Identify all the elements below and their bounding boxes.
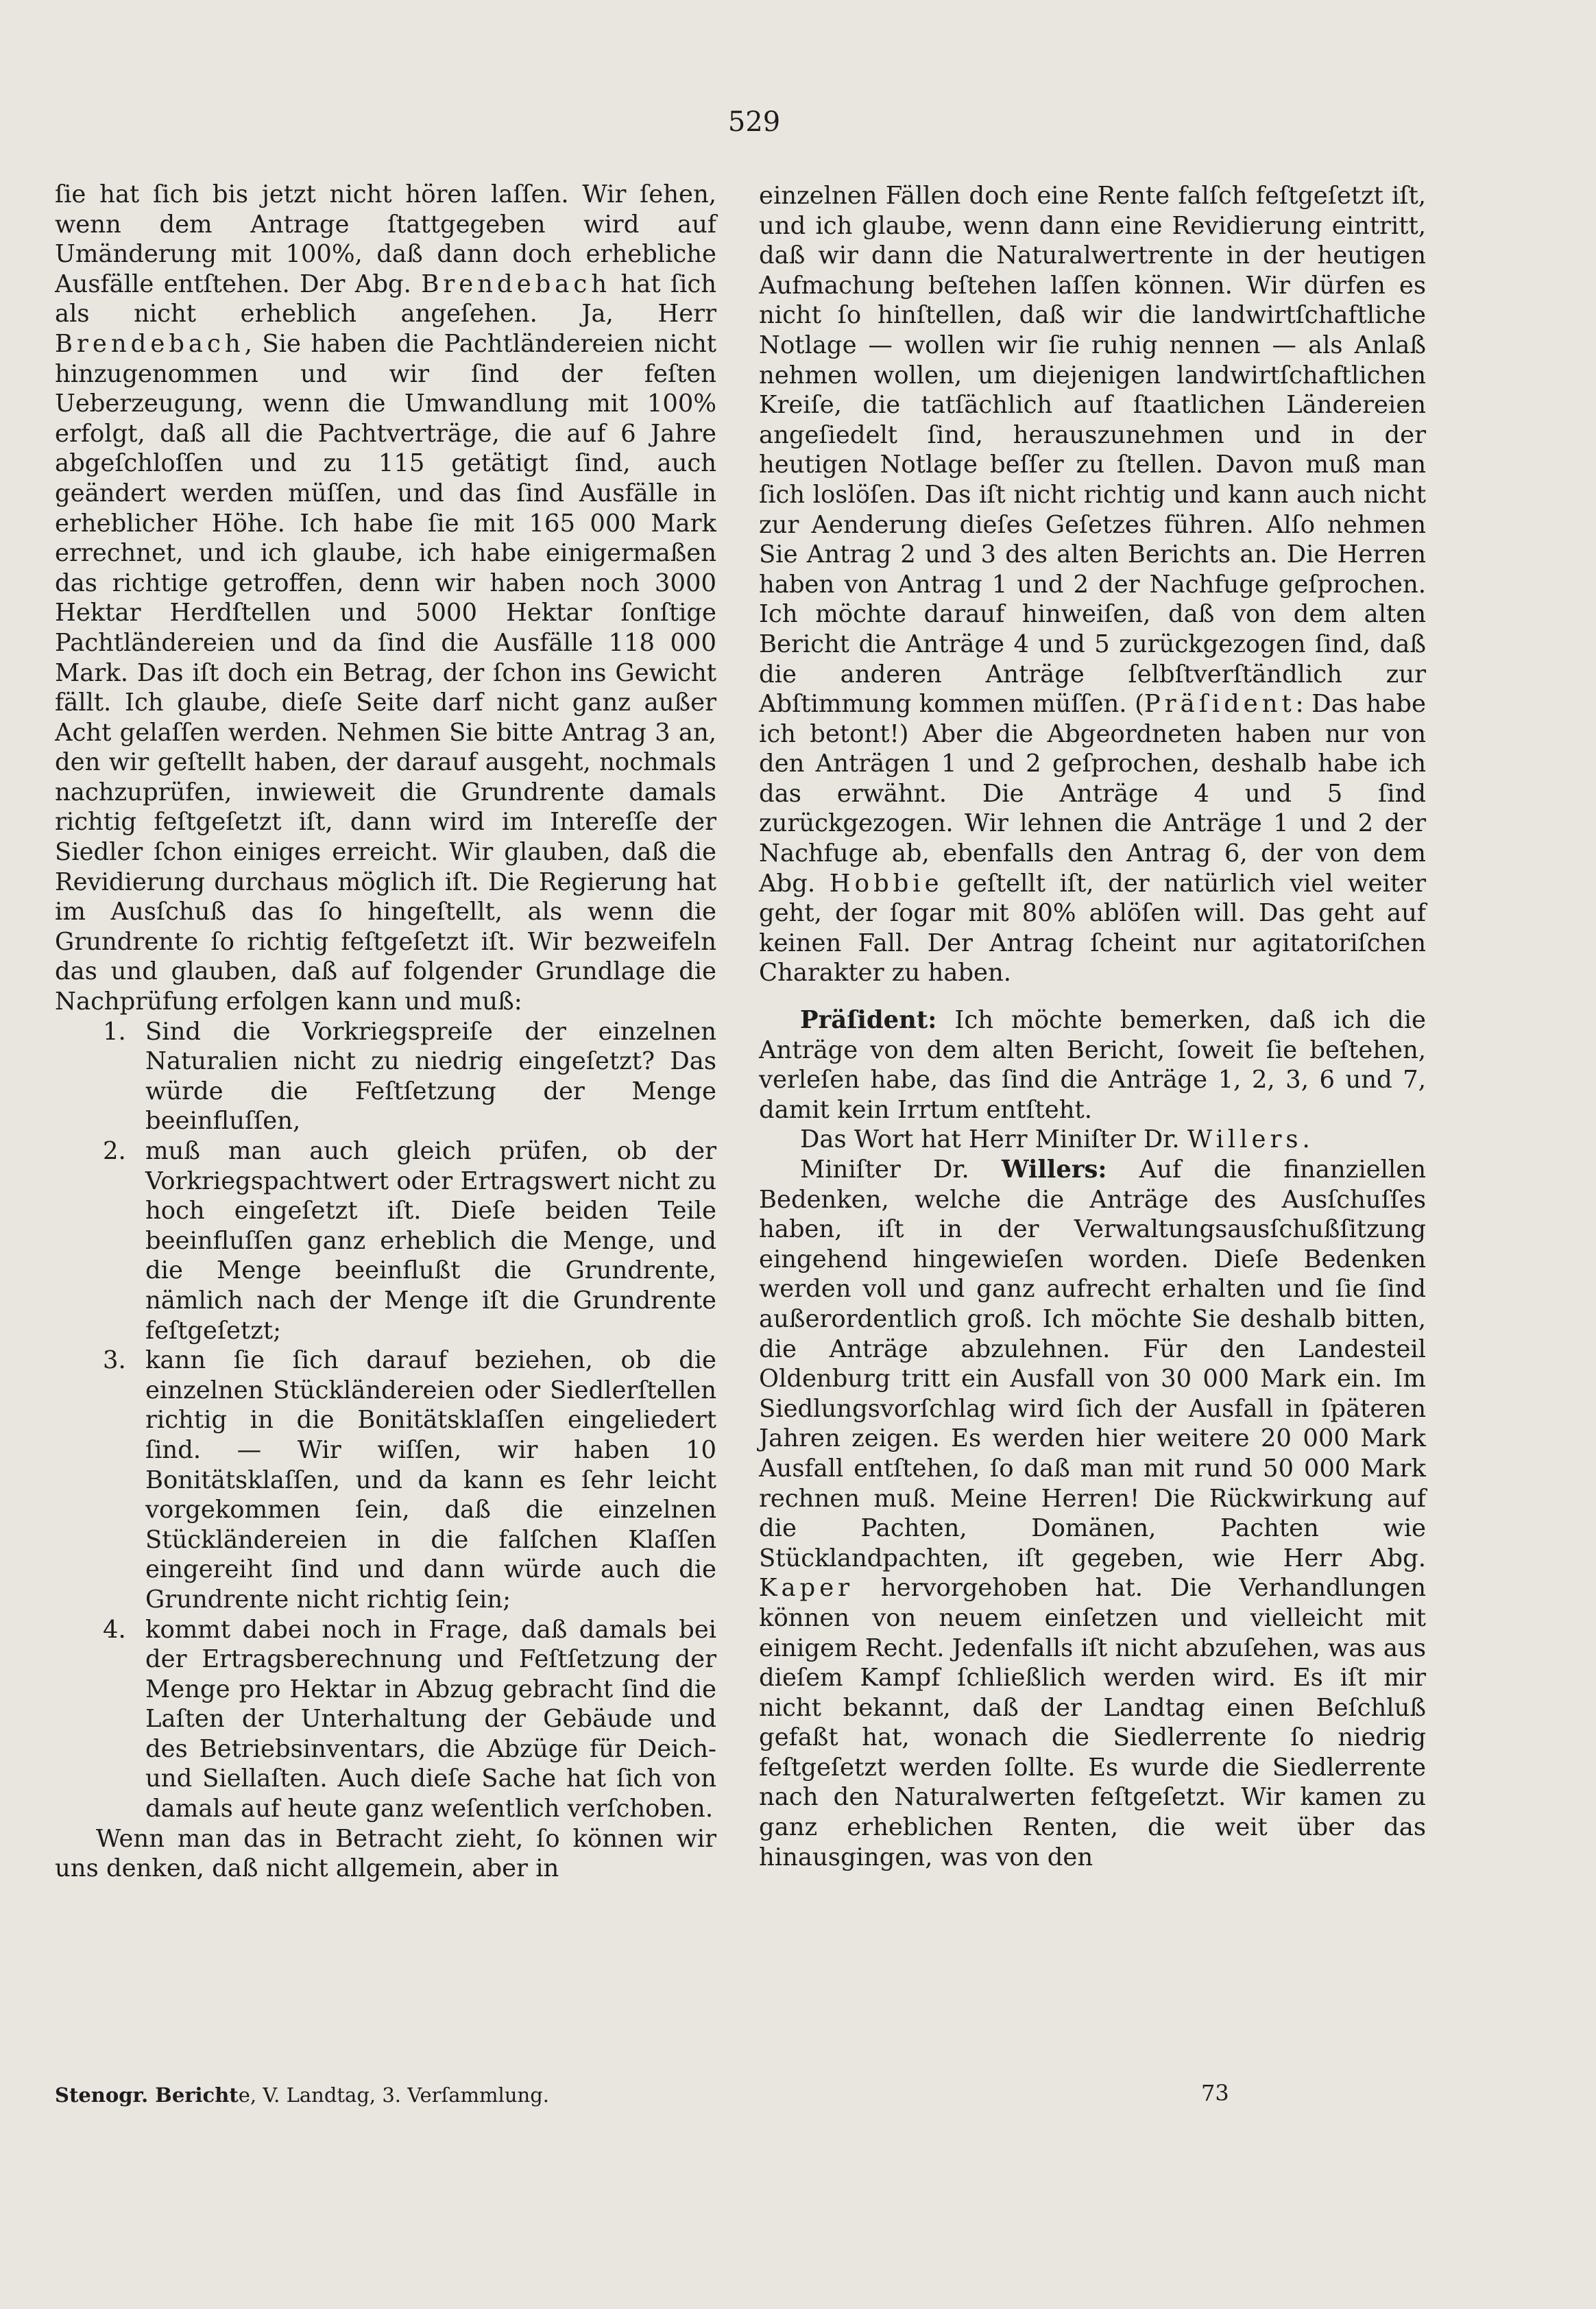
list-text: kommt dabei noch in Frage, daß damals bei der Ertragsberechnung und Feſtſetzung der Menge pro Hektar in Abzug gebracht ſind die Laſten der Unterhaltung der Gebäude und des Betriebsinventars, die Abzüge für Deich- und Siellaſten. Auch dieſe Sache hat ſich von damals auf heute ganz weſentlich verſchoben. — [145, 1615, 716, 1823]
list-item — [55, 1017, 716, 1136]
text-run: Ich möchte bemerken, daß ich die Anträge von dem alten Bericht, ſoweit ſie beſtehen, verleſen habe, das ſind die Anträge 1, 2, 3, 6 und 7, damit kein Irrtum entſteht. — [759, 1006, 1427, 1124]
right-paragraph-1 — [759, 181, 1426, 988]
footer-signature-number: 73 — [1201, 2080, 1229, 2106]
speaker-label: Präſident: — [800, 1006, 937, 1035]
list-number: 2. — [103, 1137, 126, 1165]
speaker-name: Brendebach — [55, 329, 245, 358]
right-column — [759, 181, 1426, 1872]
list-text: muß man auch gleich prüfen, ob der Vorkriegspachtwert oder Ertragswert nicht zu hoch eingeſetzt iſt. Dieſe beiden Teile beeinfluſſen ganz erheblich die Menge, und die Menge beeinflußt die Grundrente, nämlich nach der Menge iſt die Grundrente feſtgeſetzt; — [145, 1137, 716, 1345]
text-run: Das Wort hat Herr Miniſter Dr. — [800, 1125, 1180, 1154]
minister-paragraph — [759, 1155, 1426, 1872]
left-paragraph-1 — [55, 180, 716, 1017]
list-number: 4. — [103, 1615, 126, 1644]
speaker-label: Willers: — [1001, 1156, 1107, 1184]
text-run: , Sie haben die Pachtländereien nicht hinzugenommen und wir ſind der feſten Ueberzeugung, wenn die Umwandlung mit 100% erfolgt, daß all die Pachtverträge, die auf 6 Jahre abgeſchloſſen und zu 115 getätigt ſind, auch geändert werden müſſen, und das ſind Ausfälle in erheblicher Höhe. Ich habe ſie mit 165 000 Mark errechnet, und ich glaube, ich habe einigermaßen das richtige getroffen, denn wir haben noch 3000 Hektar Herdſtellen und 5000 Hektar ſonſtige Pachtländereien und da ſind die Ausfälle 118 000 Mark. Das iſt doch ein Betrag, der ſchon ins Gewicht fällt. Ich glaube, dieſe Seite darf nicht ganz außer Acht gelaſſen werden. Nehmen Sie bitte Antrag 3 an, den wir geſtellt haben, der darauf ausgeht, nochmals nachzuprüfen, inwieweit die Grundrente damals richtig feſtgeſetzt iſt, dann wird im Intereſſe der Siedler ſchon einiges erreicht. Wir glauben, daß die Revidierung durchaus möglich iſt. Die Regierung hat im Ausſchuß das ſo hingeſtellt, als wenn die Grundrente ſo richtig feſtgeſetzt iſt. Wir bezweifeln das und glauben, daß auf folgender Grundlage die Nachprüfung erfolgen kann und muß: — [55, 329, 716, 1016]
floor-paragraph — [759, 1125, 1426, 1155]
page-number: 529 — [727, 106, 781, 138]
text-run: einzelnen Fällen doch eine Rente falſch feſtgeſetzt iſt, und ich glaube, wenn dann eine Revidierung eintritt, daß wir dann die Naturalwertrente in der heutigen Aufmachung beſtehen laſſen können. Wir dürfen es nicht ſo hinſtellen, daß wir die landwirtſchaftliche Notlage — wollen wir ſie ruhig nennen — als Anlaß nehmen wollen, um diejenigen landwirtſchaftlichen Kreiſe, die tatſächlich auf ſtaatlichen Ländereien angeſiedelt ſind, herauszunehmen und in der heutigen Notlage beſſer zu ſtellen. Davon muß man ſich loslöſen. Das iſt nicht richtig und kann auch nicht zur Aenderung dieſes Geſetzes führen. Alſo nehmen Sie Antrag 2 und 3 des alten Berichts an. Die Herren haben von Antrag 1 und 2 der Nachfuge geſprochen. Ich möchte darauf hinweiſen, daß von dem alten Bericht die Anträge 4 und 5 zurückgezogen ſind, daß die anderen Anträge ſelbſtverſtändlich zur Abſtimmung kommen müſſen. ( — [759, 182, 1426, 719]
list-item — [55, 1345, 716, 1614]
text-run: : Das habe ich betont!) Aber die Abgeordneten haben nur von den Anträgen 1 und 2 geſprochen, deshalb habe ich das erwähnt. Die Anträge 4 und 5 ſind zurückgezogen. Wir lehnen die Anträge 1 und 2 der Nachfuge ab, ebenfalls den Antrag 6, der von dem Abg. — [759, 690, 1426, 898]
speaker-name: Kaper — [759, 1574, 854, 1603]
left-paragraph-end: Wenn man das in Betracht zieht, ſo können wir uns denken, daß nicht allgemein, aber in — [55, 1824, 716, 1883]
text-run: ſie hat ſich bis jetzt nicht hören laſſen. Wir ſehen, wenn dem Antrage ſtattgegeben wird auf Umänderung mit 100%, daß dann doch erhebliche Ausfälle entſtehen. Der Abg. — [55, 180, 716, 298]
list-number: 1. — [103, 1017, 126, 1046]
numbered-list — [55, 1017, 716, 1824]
president-paragraph — [759, 1005, 1426, 1125]
list-item — [55, 1615, 716, 1824]
left-column — [55, 180, 716, 1884]
speaker-name: Hobbie — [829, 869, 943, 898]
list-item — [55, 1136, 716, 1345]
interjection-speaker: Präſident — [1144, 690, 1296, 719]
footer-source — [55, 2083, 549, 2107]
list-text: kann ſie ſich darauf beziehen, ob die einzelnen Stückländereien oder Siedlerſtellen richtig in die Bonitätsklaſſen eingeliedert ſind. — Wir wiſſen, wir haben 10 Bonitätsklaſſen, und da kann es ſehr leicht vorgekommen ſein, daß die einzelnen Stückländereien in die falſchen Klaſſen eingereiht ſind und dann würde auch die Grundrente nicht richtig ſein; — [145, 1346, 716, 1614]
text-run: hat ſich als nicht erheblich angeſehen. Ja, Herr — [55, 270, 717, 328]
footer-text: e, V. Landtag, 3. Verſammlung. — [238, 2083, 549, 2107]
speaker-name: Brendebach — [421, 270, 612, 298]
speaker-name: Willers. — [1187, 1125, 1314, 1154]
list-text: Sind die Vorkriegspreiſe der einzelnen Naturalien nicht zu niedrig eingeſetzt? Das würde die Feſtſetzung der Menge beeinfluſſen, — [145, 1017, 716, 1136]
text-run: geſtellt iſt, der natürlich viel weiter geht, der ſogar mit 80% ablöſen will. Das geht auf keinen Fall. Der Antrag ſcheint nur agitatoriſchen Charakter zu haben. — [759, 869, 1426, 988]
text-run: Miniſter Dr. — [800, 1156, 969, 1184]
footer-title: Stenogr. Bericht — [55, 2083, 239, 2107]
text-run: Auf die finanziellen Bedenken, welche die Anträge des Ausſchuſſes haben, iſt in der Verwaltungsausſchußſitzung eingehend hingewieſen worden. Dieſe Bedenken werden voll und ganz aufrecht erhalten und ſie ſind außerordentlich groß. Ich möchte Sie deshalb bitten, die Anträge abzulehnen. Für den Landesteil Oldenburg tritt ein Ausfall von 30 000 Mark ein. Im Siedlungsvorſchlag wird ſich der Ausfall in ſpäteren Jahren zeigen. Es werden hier weitere 20 000 Mark Ausfall entſtehen, ſo daß man mit rund 50 000 Mark rechnen muß. Meine Herren! Die Rückwirkung auf die Pachten, Domänen, Pachten wie Stücklandpachten, iſt gegeben, wie Herr Abg. — [759, 1156, 1426, 1572]
text-run: hervorgehoben hat. Die Verhandlungen können von neuem einſetzen und vielleicht mit einigem Recht. Jedenfalls iſt nicht abzuſehen, was aus dieſem Kampf ſchließlich werden wird. Es iſt mir nicht bekannt, daß der Landtag einen Beſchluß gefaßt hat, wonach die Siedlerrente ſo niedrig feſtgeſetzt werden ſollte. Es wurde die Siedlerrente nach den Naturalwerten feſtgeſetzt. Wir kamen zu ganz erheblichen Renten, die weit über das hinausgingen, was von den — [759, 1574, 1426, 1871]
list-number: 3. — [103, 1346, 126, 1375]
